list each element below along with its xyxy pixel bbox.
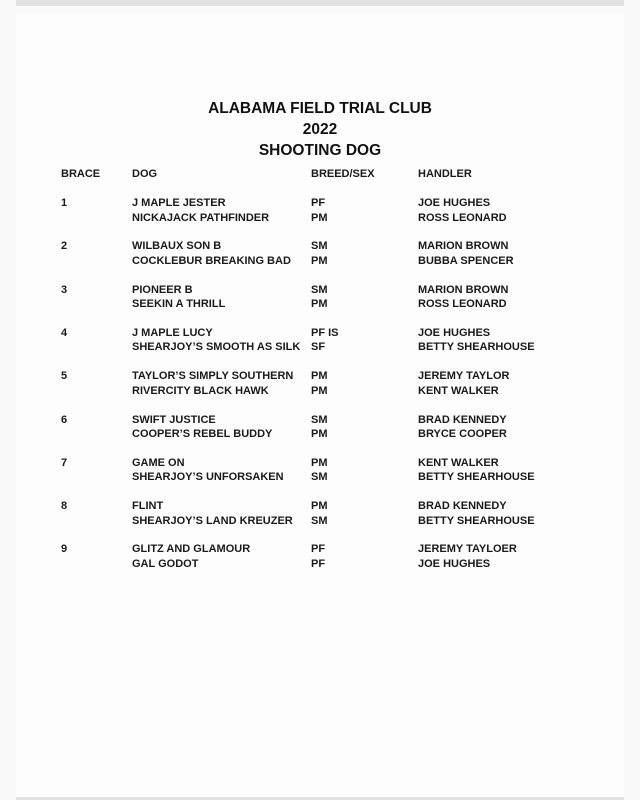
brace-number: 1: [61, 197, 68, 209]
handler-name: MARION BROWN: [418, 283, 509, 296]
club-title: ALABAMA FIELD TRIAL CLUB: [208, 100, 432, 117]
dog-name: RIVERCITY BLACK HAWK: [132, 384, 269, 397]
dog-name: GAME ON: [132, 456, 185, 469]
column-header-breed-sex: BREED/SEX: [311, 168, 375, 180]
dog-name: COOPER’S REBEL BUDDY: [132, 428, 273, 440]
brace-number: 8: [61, 500, 68, 513]
dog-name: J MAPLE JESTER: [132, 197, 226, 209]
handler-name: BRAD KENNEDY: [418, 500, 507, 513]
brace-number: 9: [61, 543, 68, 556]
handler-name: BETTY SHEARHOUSE: [418, 341, 535, 354]
handler-name: MARION BROWN: [418, 240, 509, 253]
handler-name: JOE HUGHES: [418, 326, 491, 339]
breed-sex: SM: [311, 240, 328, 253]
breed-sex: PM: [311, 428, 328, 440]
handler-name: BRYCE COOPER: [418, 428, 507, 440]
dog-name: SHEARJOY’S SMOOTH AS SILK: [132, 341, 301, 354]
breed-sex: PM: [311, 211, 328, 224]
handler-name: JOE HUGHES: [418, 557, 491, 570]
dog-name: SHEARJOY’S UNFORSAKEN: [132, 471, 284, 484]
dog-name: NICKAJACK PATHFINDER: [132, 211, 270, 224]
column-header-dog: DOG: [132, 168, 158, 180]
brace-number: 2: [61, 240, 68, 253]
handler-name: ROSS LEONARD: [418, 298, 507, 311]
year-title: 2022: [302, 121, 338, 138]
category-title: SHOOTING DOG: [258, 142, 382, 159]
dog-name: SEEKIN A THRILL: [132, 298, 226, 311]
dog-name: WILBAUX SON B: [132, 240, 222, 253]
dog-name: FLINT: [132, 500, 164, 513]
handler-name: BETTY SHEARHOUSE: [418, 514, 535, 527]
brace-number: 4: [61, 326, 68, 339]
brace-number: 3: [61, 283, 68, 296]
handler-name: ROSS LEONARD: [418, 211, 507, 224]
document-page: [16, 14, 624, 797]
handler-name: JEREMY TAYLOER: [418, 543, 517, 556]
handler-name: BETTY SHEARHOUSE: [418, 471, 535, 484]
handler-name: KENT WALKER: [418, 384, 499, 397]
dog-name: GLITZ AND GLAMOUR: [132, 543, 251, 556]
dog-name: SHEARJOY’S LAND KREUZER: [132, 514, 293, 527]
column-header-handler: HANDLER: [418, 168, 472, 180]
brace-number: 6: [61, 413, 68, 426]
breed-sex: PM: [311, 456, 328, 469]
breed-sex: SM: [311, 413, 328, 426]
breed-sex: PF IS: [311, 326, 339, 339]
dog-name: SWIFT JUSTICE: [132, 413, 216, 426]
breed-sex: SF: [311, 341, 326, 354]
breed-sex: SM: [311, 283, 328, 296]
breed-sex: PM: [311, 370, 328, 383]
dog-name: PIONEER B: [132, 283, 193, 296]
breed-sex: PF: [311, 543, 326, 556]
breed-sex: PM: [311, 298, 328, 311]
handler-name: KENT WALKER: [418, 456, 499, 469]
document-header: [16, 98, 624, 161]
breed-sex: SM: [311, 514, 328, 527]
breed-sex: PM: [311, 500, 328, 513]
breed-sex: SM: [311, 471, 328, 484]
dog-name: COCKLEBUR BREAKING BAD: [132, 254, 291, 267]
handler-name: BRAD KENNEDY: [418, 413, 507, 426]
handler-name: JOE HUGHES: [418, 197, 491, 209]
breed-sex: PM: [311, 384, 328, 397]
dog-name: J MAPLE LUCY: [132, 326, 213, 339]
dog-name: GAL GODOT: [132, 557, 199, 570]
brace-number: 5: [61, 370, 68, 383]
breed-sex: PF: [311, 197, 326, 209]
brace-number: 7: [61, 456, 68, 469]
handler-name: BUBBA SPENCER: [418, 254, 514, 267]
breed-sex: PF: [311, 557, 326, 570]
column-header-brace: BRACE: [61, 168, 101, 180]
top-edge-bar: [16, 0, 624, 6]
handler-name: JEREMY TAYLOR: [418, 370, 510, 383]
breed-sex: PM: [311, 254, 328, 267]
dog-name: TAYLOR’S SIMPLY SOUTHERN: [132, 370, 294, 383]
